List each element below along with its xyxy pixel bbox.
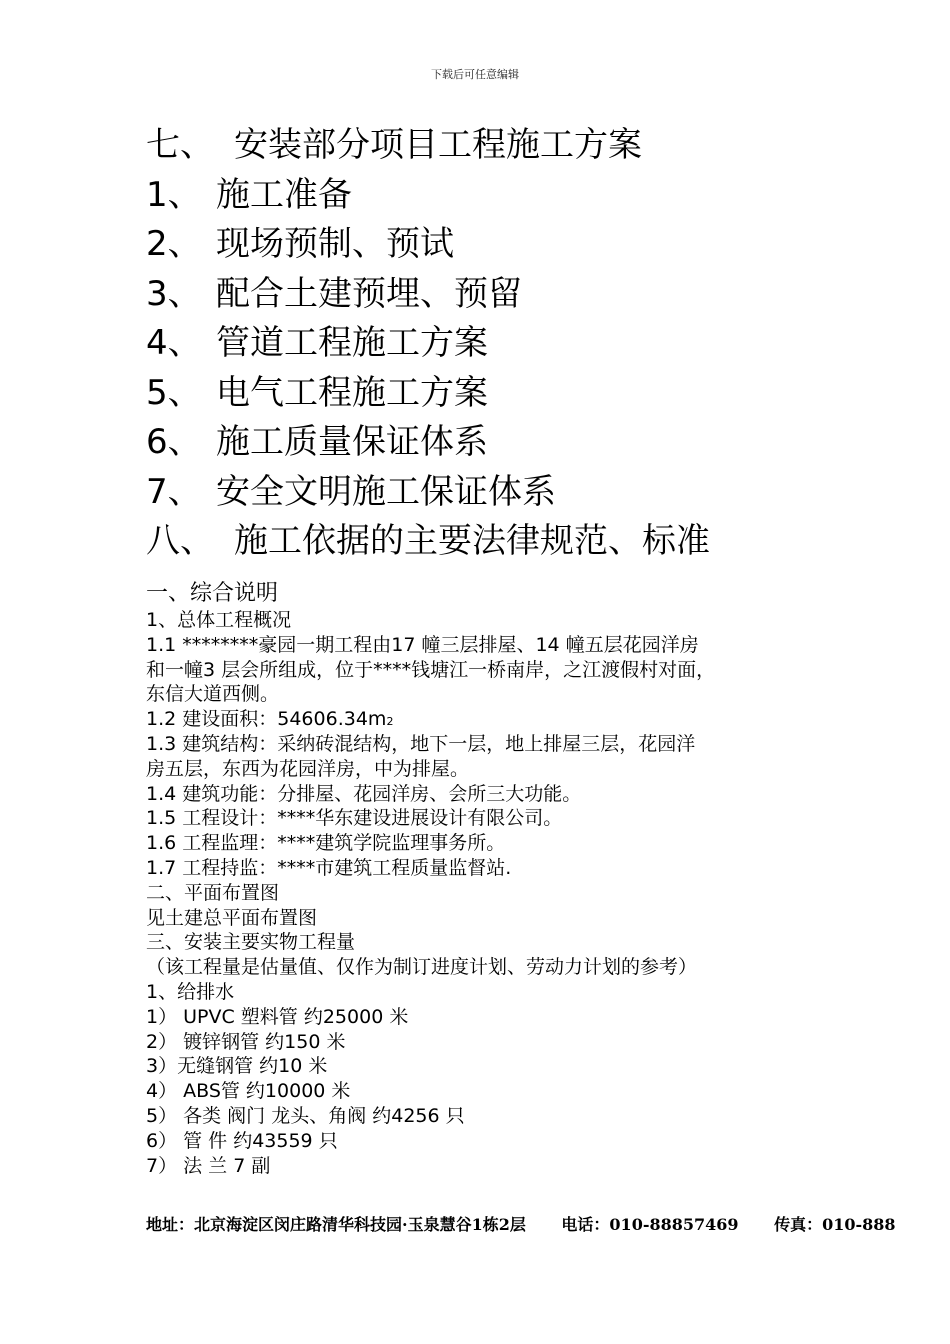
page-footer <box>146 1212 926 1235</box>
toc-item <box>146 175 352 215</box>
toc-text: 施工准备 <box>216 175 352 215</box>
list-item: 3）无缝钢管 约10 米 <box>146 1055 328 1078</box>
toc-num: 八、 <box>146 521 214 561</box>
toc-item <box>146 422 488 462</box>
toc-item <box>146 323 488 363</box>
list-item: 6） 管 件 约43559 只 <box>146 1129 338 1152</box>
toc-text: 配合土建预埋、预留 <box>216 274 522 314</box>
subsection-title: 1、给排水 <box>146 980 235 1003</box>
toc-num: 4、 <box>146 323 202 363</box>
paragraph-line: 1.6 工程监理：****建筑学院监理事务所。 <box>146 832 506 855</box>
list-item: 1） UPVC 塑料管 约25000 米 <box>146 1005 409 1028</box>
paragraph-line: 1.3 建筑结构：采纳砖混结构，地下一层，地上排屋三层，花园洋 <box>146 732 696 755</box>
toc-item <box>146 373 488 413</box>
paragraph-line: 东信大道西侧。 <box>146 683 280 706</box>
toc-item <box>146 472 556 512</box>
toc-num: 七、 <box>146 125 214 165</box>
paragraph-line: 房五层，东西为花园洋房，中为排屋。 <box>146 757 470 780</box>
toc-num: 1、 <box>146 175 202 215</box>
toc-num: 5、 <box>146 373 202 413</box>
footer-address: 地址：北京海淀区闵庄路清华科技园·玉泉慧谷1栋2层 <box>146 1215 526 1234</box>
list-item: 5） 各类 阀门 龙头、角阀 约4256 只 <box>146 1104 465 1127</box>
list-item: 7） 法 兰 7 副 <box>146 1154 271 1177</box>
toc-text: 施工质量保证体系 <box>216 422 488 462</box>
toc-text: 安全文明施工保证体系 <box>216 472 556 512</box>
subsection-title: 1、总体工程概况 <box>146 609 292 631</box>
paragraph-line: 见土建总平面布置图 <box>146 906 318 929</box>
toc-num: 3、 <box>146 274 202 314</box>
paragraph-line: 和一幢3 层会所组成，位于****钱塘江一桥南岸，之江渡假村对面， <box>146 658 716 681</box>
section-title: 三、安装主要实物工程量 <box>146 931 356 954</box>
paragraph-line <box>146 707 846 732</box>
toc-item <box>146 274 522 314</box>
toc-num: 6、 <box>146 422 202 462</box>
section-title: 一、综合说明 <box>146 581 279 606</box>
toc-text: 施工依据的主要法律规范、标准 <box>234 521 710 561</box>
toc-item <box>146 224 454 264</box>
area-text: 1.2 建设面积：54606.34m <box>146 708 387 731</box>
footer-phone: 电话：010-88857469 <box>561 1215 739 1234</box>
paragraph-line: 1.7 工程持监：****市建筑工程质量监督站. <box>146 856 512 879</box>
toc-text: 现场预制、预试 <box>216 224 454 264</box>
toc-text: 管道工程施工方案 <box>216 323 488 363</box>
area-unit-superscript: 2 <box>386 715 394 729</box>
list-item: 4） ABS管 约10000 米 <box>146 1080 351 1103</box>
toc-num: 2、 <box>146 224 202 264</box>
toc-item <box>146 521 710 561</box>
paragraph-line: 1.4 建筑功能：分排屋、花园洋房、会所三大功能。 <box>146 782 582 805</box>
document-body <box>146 580 846 1178</box>
paragraph-line: 1.1 ********豪园一期工程由17 幢三层排屋、14 幢五层花园洋房 <box>146 633 699 656</box>
section-title: 二、平面布置图 <box>146 881 280 904</box>
toc-num: 7、 <box>146 472 202 512</box>
list-item: 2） 镀锌钢管 约150 米 <box>146 1030 346 1053</box>
toc-text: 电气工程施工方案 <box>216 373 488 413</box>
paragraph-line: 1.5 工程设计：****华东建设进展设计有限公司。 <box>146 807 563 830</box>
header-note: 下载后可任意编辑 <box>431 68 519 81</box>
toc-text: 安装部分项目工程施工方案 <box>234 125 642 165</box>
paragraph-line: （该工程量是估量值、仅作为制订进度计划、劳动力计划的参考） <box>146 956 698 979</box>
footer-fax: 传真：010-888 <box>774 1215 896 1234</box>
toc-item <box>146 125 642 165</box>
